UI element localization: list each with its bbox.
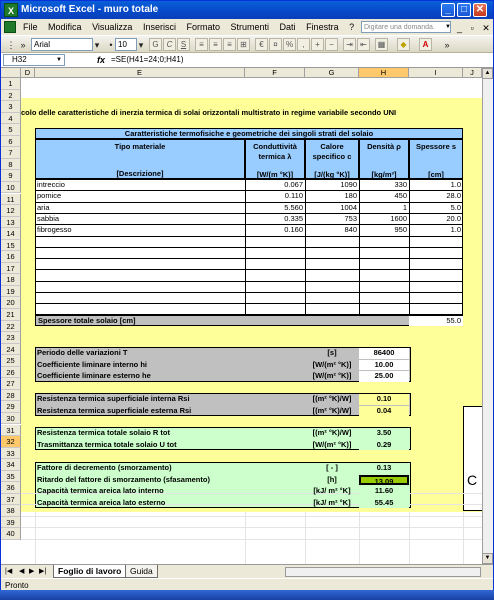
material-cond-cell[interactable]: 0.067 xyxy=(284,180,303,189)
col-header-h[interactable]: H xyxy=(359,68,409,78)
scroll-down-icon[interactable]: ▼ xyxy=(482,553,493,564)
gridline xyxy=(463,512,464,564)
align-left-button[interactable]: ≡ xyxy=(195,38,208,51)
row-header[interactable]: 29 xyxy=(1,401,21,413)
thousands-button[interactable]: , xyxy=(297,38,310,51)
side-chart-object[interactable] xyxy=(463,406,482,511)
align-center-button[interactable]: ≡ xyxy=(209,38,222,51)
row-header[interactable]: 28 xyxy=(1,390,21,402)
name-box-dropdown-icon[interactable]: ▼ xyxy=(56,57,62,63)
decrease-decimal-button[interactable]: − xyxy=(325,38,338,51)
row-header[interactable]: 10 xyxy=(1,182,21,194)
spreadsheet-grid[interactable] xyxy=(1,68,482,564)
results-unit: [kJ/ m² °K] xyxy=(313,497,351,507)
gridline xyxy=(409,512,410,564)
results-label: Capacità termica areica lato esterno xyxy=(37,497,166,507)
row-header[interactable]: 19 xyxy=(1,286,21,298)
header-calore-label: Calore specifico c xyxy=(312,142,352,161)
material-spess-cell[interactable]: 20.0 xyxy=(446,213,461,223)
col-header-i[interactable]: I xyxy=(409,68,463,78)
outdent-button[interactable]: ⇤ xyxy=(357,38,370,51)
row-header[interactable]: 3 xyxy=(1,101,21,113)
excel-app-icon: X xyxy=(4,3,18,17)
params-label: Coefficiente liminare esterno he xyxy=(37,371,151,381)
header-tipo-label: Tipo materiale xyxy=(114,142,166,151)
totals-value[interactable]: 0.29 xyxy=(359,440,409,451)
row-header[interactable]: 1 xyxy=(1,78,21,90)
table-row-border xyxy=(35,303,463,304)
total-row xyxy=(35,315,463,326)
col-header-e[interactable]: E xyxy=(35,68,245,78)
title-bar xyxy=(1,1,493,19)
percent-button[interactable]: % xyxy=(283,38,296,51)
row-header[interactable]: 25 xyxy=(1,355,21,367)
prev-sheet-icon[interactable]: ◀ xyxy=(19,568,25,575)
header-dens xyxy=(359,139,409,179)
row-header[interactable]: 13 xyxy=(1,217,21,229)
table-row-border xyxy=(35,247,463,248)
material-cond-cell[interactable]: 0.110 xyxy=(284,191,303,201)
results-value[interactable]: 55.45 xyxy=(359,498,409,509)
currency-button[interactable]: ¤ xyxy=(269,38,282,51)
vertical-scrollbar[interactable] xyxy=(482,68,493,564)
font-name-select[interactable]: Arial xyxy=(31,38,93,51)
resist-label: Resistenza termica superficiale esterna Rsi xyxy=(37,405,192,415)
header-calore xyxy=(305,139,359,179)
menu-visualizza[interactable]: Visualizza xyxy=(92,22,133,32)
row-header[interactable]: 36 xyxy=(1,482,21,494)
row-header[interactable]: 11 xyxy=(1,194,21,206)
table-col-border xyxy=(305,179,306,315)
resist-value[interactable]: 0.10 xyxy=(359,394,409,405)
material-cond-cell[interactable]: 0.160 xyxy=(284,225,303,235)
scroll-up-icon[interactable]: ▲ xyxy=(482,68,493,79)
gridline xyxy=(21,539,482,540)
resist-value[interactable]: 0.04 xyxy=(359,406,409,417)
row-header[interactable]: 2 xyxy=(1,90,21,102)
material-spess-cell[interactable]: 1.0 xyxy=(450,180,461,189)
results-unit: [ - ] xyxy=(326,463,338,472)
row-header[interactable]: 27 xyxy=(1,378,21,390)
ask-dropdown-icon[interactable]: ▼ xyxy=(445,24,451,30)
table-row-border xyxy=(35,315,463,316)
formula-input[interactable]: =SE(H41=24;0;H41) xyxy=(111,55,184,64)
material-calore-cell[interactable]: 180 xyxy=(344,191,357,201)
material-name-cell[interactable]: pomice xyxy=(37,191,62,201)
name-box[interactable]: H32 ▼ xyxy=(3,54,65,66)
material-calore-cell[interactable]: 1004 xyxy=(340,202,357,212)
col-header-j[interactable]: J xyxy=(463,68,482,78)
gridline xyxy=(305,512,306,564)
insert-function-icon[interactable]: fx xyxy=(97,55,106,65)
sheet-title: colo delle caratteristiche di inerzia termica di solai orizzontali multistrato in regime variabile secondo UNI xyxy=(21,108,397,117)
params-label: Coefficiente liminare interno hi xyxy=(37,359,148,369)
row-header[interactable]: 39 xyxy=(1,517,21,529)
minimize-button[interactable]: _ xyxy=(441,3,455,17)
totals-label: Resistenza termica totale solaio R tot xyxy=(37,428,170,437)
toolbar-more-icon[interactable]: » xyxy=(444,40,450,50)
header-spess-unit: [cm] xyxy=(428,170,444,179)
toolbar-grip-icon: ⋮ xyxy=(6,40,16,50)
windows-taskbar xyxy=(0,590,494,600)
params-unit: [s] xyxy=(327,348,337,357)
row-header[interactable]: 32 xyxy=(1,436,21,448)
row-header[interactable]: 31 xyxy=(1,425,21,437)
col-header-f[interactable]: F xyxy=(245,68,305,78)
euro-button[interactable]: € xyxy=(255,38,268,51)
header-spess xyxy=(409,139,463,179)
params-value[interactable]: 86400 xyxy=(359,348,409,359)
material-dens-cell[interactable]: 1600 xyxy=(390,213,407,223)
table-col-border xyxy=(409,179,410,315)
row-header[interactable]: 34 xyxy=(1,459,21,471)
gridline xyxy=(35,512,36,564)
table-col-border xyxy=(245,179,246,315)
menu-modifica[interactable]: Modifica xyxy=(48,22,82,32)
borders-button[interactable]: ▦ xyxy=(375,38,388,51)
material-name-cell[interactable]: intreccio xyxy=(37,180,65,189)
menu-formato[interactable]: Formato xyxy=(186,22,220,32)
table-row-border xyxy=(35,292,463,293)
workbook-window-buttons[interactable]: _ ▫ ✕ xyxy=(457,23,493,33)
resist-unit: [(m² °K)/W] xyxy=(312,394,352,403)
formatting-toolbar xyxy=(1,35,493,53)
fill-color-button[interactable]: ◆ xyxy=(397,38,410,51)
ask-question-input[interactable]: Digitare una domanda. xyxy=(361,21,451,33)
menu-file[interactable]: File xyxy=(23,22,38,32)
material-name-cell[interactable]: aria xyxy=(37,202,50,212)
menu-strumenti[interactable]: Strumenti xyxy=(230,22,270,32)
material-dens-cell[interactable]: 330 xyxy=(394,180,407,189)
header-cond-unit: [W/(m °K)] xyxy=(256,170,294,179)
row-header[interactable]: 21 xyxy=(1,309,21,321)
row-header[interactable]: 15 xyxy=(1,240,21,252)
row-header[interactable]: 4 xyxy=(1,113,21,125)
font-size-select[interactable]: 10 xyxy=(115,38,137,51)
totals-value[interactable]: 3.50 xyxy=(359,428,409,439)
table-row-border xyxy=(35,258,463,259)
menu-help[interactable]: ? xyxy=(349,22,355,32)
row-header[interactable]: 37 xyxy=(1,494,21,506)
material-dens-cell[interactable]: 450 xyxy=(394,191,407,201)
results-value[interactable]: 11.60 xyxy=(359,486,409,497)
totals-unit: [(m² °K)/W] xyxy=(312,428,352,437)
row-header[interactable]: 12 xyxy=(1,205,21,217)
font-color-button[interactable]: A xyxy=(419,38,432,51)
material-calore-cell[interactable]: 1090 xyxy=(340,180,357,189)
row-header[interactable]: 38 xyxy=(1,505,21,517)
menu-finestra[interactable]: Finestra xyxy=(306,22,339,32)
results-unit: [kJ/ m² °K] xyxy=(313,486,351,496)
col-header-d[interactable]: D xyxy=(21,68,35,78)
results-unit: [h] xyxy=(327,474,337,484)
first-sheet-icon[interactable]: |◀ xyxy=(5,568,13,575)
align-right-button[interactable]: ≡ xyxy=(223,38,236,51)
table-title: Caratteristiche termofisiche e geometriche dei singoli strati del solaio xyxy=(35,128,463,139)
close-button[interactable]: ✕ xyxy=(473,3,487,17)
menu-dati[interactable]: Dati xyxy=(279,22,296,32)
status-text: Pronto xyxy=(5,581,29,590)
bold-button[interactable]: G xyxy=(149,38,162,51)
row-header[interactable]: 8 xyxy=(1,159,21,171)
menu-inserisci[interactable]: Inserisci xyxy=(142,22,176,32)
side-chart-glyph: C xyxy=(467,472,478,488)
indent-button[interactable]: ⇥ xyxy=(343,38,356,51)
row-header[interactable]: 23 xyxy=(1,332,21,344)
header-spess-label: Spessore s xyxy=(415,142,457,151)
params-label: Periodo delle variazioni T xyxy=(37,348,128,357)
material-cond-cell[interactable]: 0.335 xyxy=(284,213,303,223)
row-header[interactable]: 7 xyxy=(1,147,21,159)
row-header[interactable]: 6 xyxy=(1,136,21,148)
gridline xyxy=(359,512,360,564)
row-header[interactable]: 18 xyxy=(1,274,21,286)
row-header[interactable]: 17 xyxy=(1,263,21,275)
material-dens-cell[interactable]: 950 xyxy=(394,225,407,235)
header-dens-unit: [kg/m³] xyxy=(371,170,397,179)
size-bullet-icon: • xyxy=(109,40,113,50)
row-header[interactable]: 35 xyxy=(1,471,21,483)
underline-button[interactable]: S xyxy=(177,38,190,51)
row-header[interactable]: 16 xyxy=(1,251,21,263)
params-unit: [W/(m² °K)] xyxy=(312,371,352,381)
total-label: Spessore totale solaio [cm] xyxy=(38,316,136,325)
row-header[interactable]: 9 xyxy=(1,170,21,182)
row-header[interactable]: 40 xyxy=(1,528,21,540)
results-label: Capacità termica areica lato interno xyxy=(37,486,164,496)
resist-label: Resistenza termica superficiale interna Rsi xyxy=(37,394,190,403)
material-name-cell[interactable]: sabbia xyxy=(37,213,60,223)
italic-button[interactable]: C xyxy=(163,38,176,51)
sheet-tab-bar xyxy=(1,564,493,578)
col-header-g[interactable]: G xyxy=(305,68,359,78)
formula-bar xyxy=(1,53,493,68)
row-header[interactable]: 14 xyxy=(1,228,21,240)
results-value[interactable]: 13.09 xyxy=(359,475,409,486)
header-cond-label: Conduttività termica λ xyxy=(253,142,297,161)
last-sheet-icon[interactable]: ▶| xyxy=(39,568,47,575)
params-unit: [W/(m² °K)] xyxy=(312,359,352,369)
results-label: Ritardo del fattore di smorzamento (sfasamento) xyxy=(37,474,210,484)
material-cond-cell[interactable]: 5.560 xyxy=(284,202,303,212)
row-header[interactable]: 30 xyxy=(1,413,21,425)
table-col-border xyxy=(359,179,360,315)
table-row-border xyxy=(35,269,463,270)
size-dropdown-icon[interactable]: ▾ xyxy=(138,40,144,50)
row-header[interactable]: 20 xyxy=(1,297,21,309)
tab-guida[interactable]: Guida xyxy=(125,565,158,578)
row-header[interactable]: 5 xyxy=(1,124,21,136)
material-calore-cell[interactable]: 840 xyxy=(344,225,357,235)
header-dens-label: Densità ρ xyxy=(367,142,401,151)
horizontal-scrollbar[interactable] xyxy=(285,567,481,577)
tab-foglio-di-lavoro[interactable]: Foglio di lavoro xyxy=(53,565,126,578)
gridline xyxy=(21,516,482,517)
header-descr-label: [Descrizione] xyxy=(116,169,164,178)
material-spess-cell[interactable]: 1.0 xyxy=(450,225,461,235)
totals-label: Trasmittanza termica totale solaio U tot xyxy=(37,439,177,449)
gridline xyxy=(245,512,246,564)
table-row-border xyxy=(35,236,463,237)
params-value[interactable]: 25.00 xyxy=(359,371,409,382)
gridline xyxy=(21,527,482,528)
row-header[interactable]: 26 xyxy=(1,367,21,379)
header-cond xyxy=(245,139,305,179)
maximize-button[interactable]: □ xyxy=(457,3,471,17)
results-label: Fattore di decremento (smorzamento) xyxy=(37,463,172,472)
total-value[interactable]: 55.0 xyxy=(409,316,463,326)
table-row-border xyxy=(35,281,463,282)
row-header[interactable]: 22 xyxy=(1,321,21,333)
increase-decimal-button[interactable]: + xyxy=(311,38,324,51)
resist-unit: [(m² °K)/W] xyxy=(312,405,352,415)
next-sheet-icon[interactable]: ▶ xyxy=(29,568,35,575)
toolbar-options-icon[interactable]: » xyxy=(20,40,26,50)
merge-center-button[interactable]: ⊞ xyxy=(237,38,250,51)
material-name-cell[interactable]: fibrogesso xyxy=(37,225,72,235)
select-all-corner[interactable] xyxy=(1,68,21,78)
font-dropdown-icon[interactable]: ▾ xyxy=(94,40,100,50)
material-spess-cell[interactable]: 5.0 xyxy=(450,202,461,212)
row-header[interactable]: 24 xyxy=(1,344,21,356)
results-value[interactable]: 0.13 xyxy=(359,463,409,474)
material-calore-cell[interactable]: 753 xyxy=(344,213,357,223)
window-title: Microsoft Excel - muro totale xyxy=(21,4,159,15)
params-value[interactable]: 10.00 xyxy=(359,360,409,371)
header-calore-unit: [J/(kg °K)] xyxy=(314,170,350,179)
row-header[interactable]: 33 xyxy=(1,448,21,460)
totals-unit: [W/(m² °K)] xyxy=(312,439,352,449)
header-tipo xyxy=(35,139,245,179)
menu-bar xyxy=(1,19,493,35)
document-icon[interactable] xyxy=(4,21,16,33)
material-dens-cell[interactable]: 1 xyxy=(402,202,407,212)
material-spess-cell[interactable]: 28.0 xyxy=(446,191,461,201)
